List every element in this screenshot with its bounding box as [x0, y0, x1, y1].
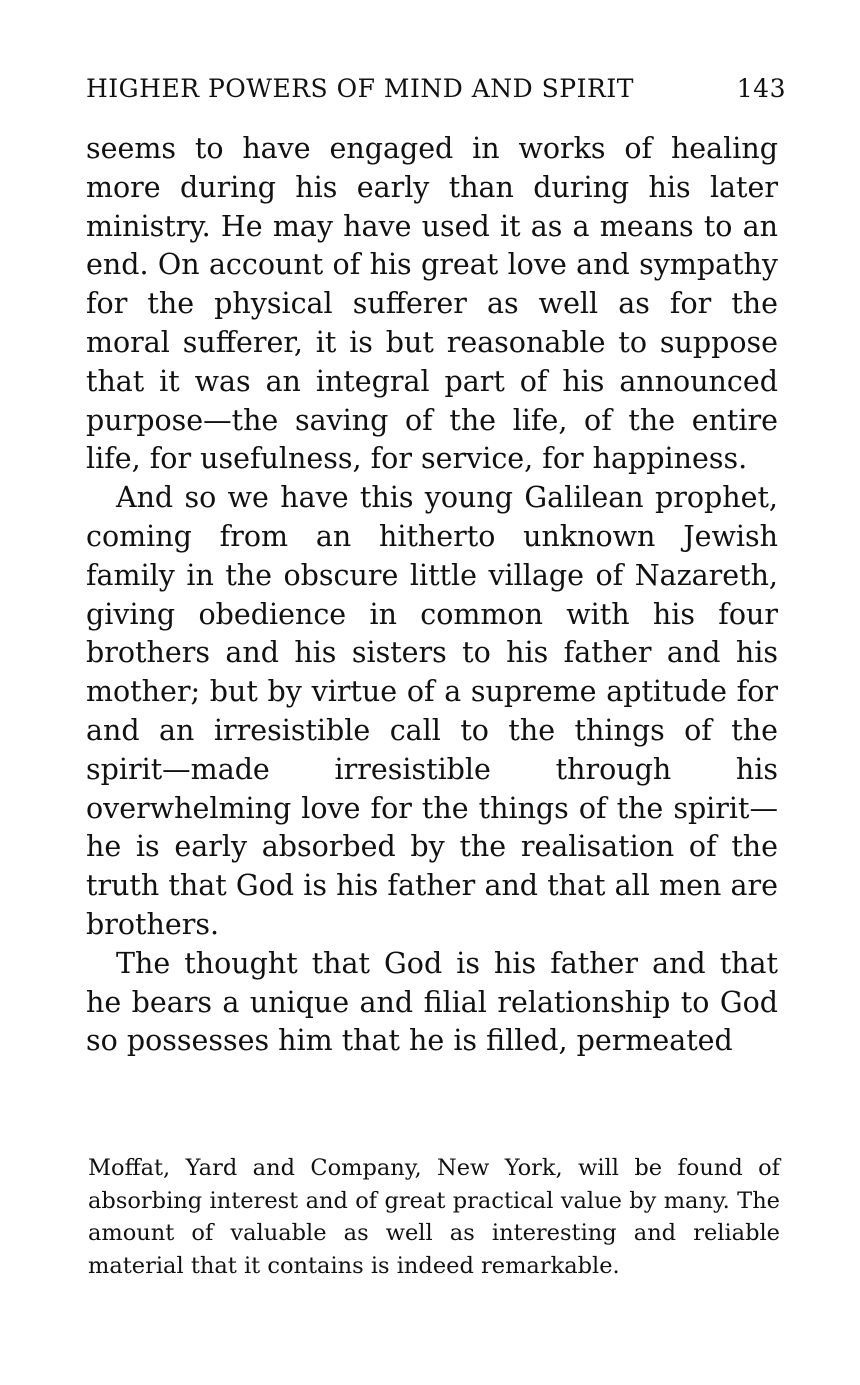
page-number: 143: [736, 74, 786, 103]
body-text: [86, 130, 778, 1061]
footnote: Moffat, Yard and Company, New York, will be found of absorbing interest and of great practical value by many. The amount of valuable as well as interesting and reliable material that it contains is indeed remarkable.: [88, 1155, 780, 1279]
running-header: [86, 74, 786, 103]
paragraph: seems to have engaged in works of healing more during his early than during his later ministry. He may have used it as a means to an end. On account of his great love and sympathy for the physical sufferer as well as for the moral sufferer, it is but reasonable to suppose that it was an integral part of his announced purpose—the saving of the life, of the entire life, for usefulness, for service, for happiness.: [86, 132, 778, 476]
paragraph: And so we have this young Galilean prophet, coming from an hitherto unknown Jewish family in the obscure little village of Nazareth, giving obedience in common with his four brothers and his sisters to his father and his mother; but by virtue of a supreme aptitude for and an irresistible call to the things of the spirit—made irresistible through his overwhelming love for the things of the spirit—he is early absorbed by the realisation of the truth that God is his father and that all men are brothers.: [86, 481, 778, 941]
running-title: HIGHER POWERS OF MIND AND SPIRIT: [86, 74, 634, 103]
paragraph: The thought that God is his father and that he bears a unique and filial relationship to God so possesses him that he is filled, permeated: [86, 946, 778, 1058]
